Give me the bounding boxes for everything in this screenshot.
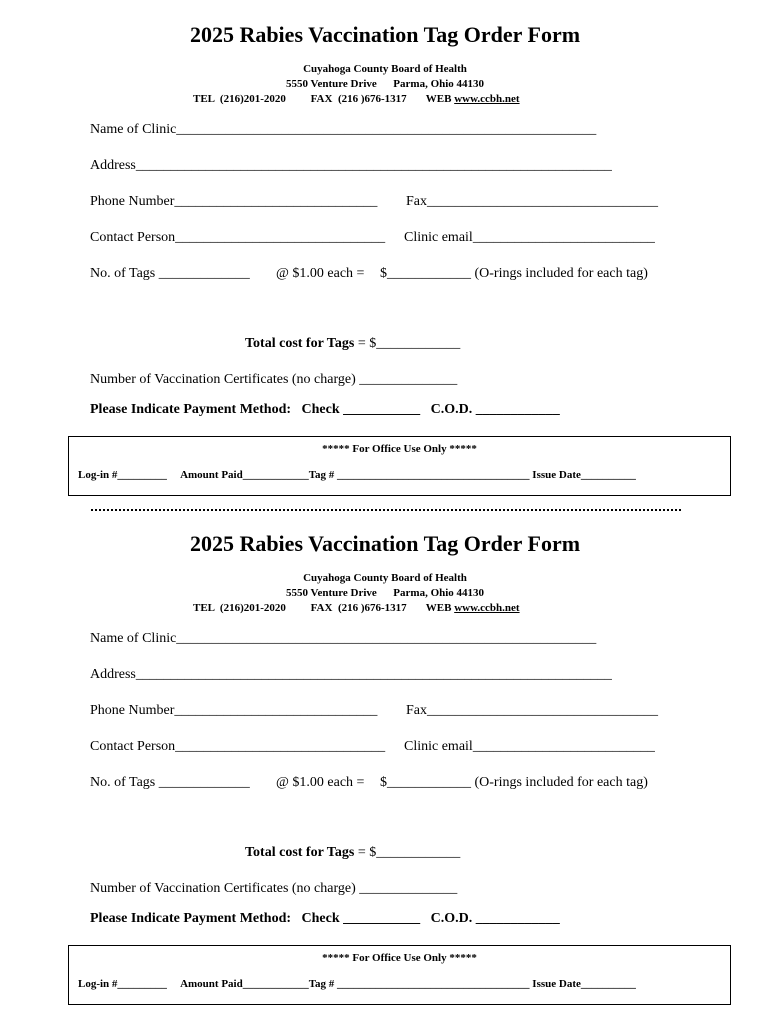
tel-text: TEL (216)201-2020 bbox=[193, 602, 286, 614]
tags-amount-field[interactable]: $____________ (O-rings included for each tag) bbox=[380, 775, 648, 790]
tags-price-label: @ $1.00 each = bbox=[276, 775, 365, 790]
payment-method-field[interactable]: Please Indicate Payment Method: Check ___________ C.O.D. ____________ bbox=[90, 402, 560, 417]
tags-price-label: @ $1.00 each = bbox=[276, 266, 365, 281]
office-use-title: ***** For Office Use Only ***** bbox=[322, 443, 477, 455]
order-form-top bbox=[0, 0, 770, 508]
total-cost-label: Total cost for Tags bbox=[245, 336, 355, 351]
web-label: WEB bbox=[425, 602, 452, 614]
clinic-name-field[interactable]: Name of Clinic____________________________________________________________ bbox=[90, 631, 597, 646]
fax-text: FAX (216 )676-1317 bbox=[310, 602, 407, 614]
office-use-title: ***** For Office Use Only ***** bbox=[322, 952, 477, 964]
tags-count-field[interactable]: No. of Tags _____________ bbox=[90, 266, 250, 281]
web-link[interactable]: www.ccbh.net bbox=[454, 93, 520, 105]
total-cost-value: = $____________ bbox=[354, 336, 461, 351]
org-contact bbox=[193, 93, 520, 105]
fax-field[interactable]: Fax_________________________________ bbox=[406, 703, 658, 718]
contact-person-field[interactable]: Contact Person______________________________ bbox=[90, 739, 386, 754]
clinic-email-field[interactable]: Clinic email__________________________ bbox=[404, 230, 655, 245]
fax-text: FAX (216 )676-1317 bbox=[310, 93, 407, 105]
total-cost-label: Total cost for Tags bbox=[245, 845, 355, 860]
order-form-bottom bbox=[0, 509, 770, 1017]
certificates-field[interactable]: Number of Vaccination Certificates (no charge) ______________ bbox=[90, 881, 458, 896]
total-cost-field[interactable] bbox=[245, 336, 460, 352]
office-use-box bbox=[68, 436, 731, 496]
org-address: 5550 Venture Drive Parma, Ohio 44130 bbox=[285, 587, 485, 599]
org-name: Cuyahoga County Board of Health bbox=[303, 63, 467, 75]
certificates-field[interactable]: Number of Vaccination Certificates (no charge) ______________ bbox=[90, 372, 458, 387]
tags-amount-field[interactable]: $____________ (O-rings included for each tag) bbox=[380, 266, 648, 281]
web-label: WEB bbox=[425, 93, 452, 105]
office-use-fields: Log-in #_________ Amount Paid____________Tag # ___________________________________ Issue Date__________ bbox=[78, 978, 636, 990]
address-field[interactable]: Address____________________________________________________________________ bbox=[90, 158, 612, 173]
tags-count-field[interactable]: No. of Tags _____________ bbox=[90, 775, 250, 790]
contact-person-field[interactable]: Contact Person______________________________ bbox=[90, 230, 386, 245]
org-address: 5550 Venture Drive Parma, Ohio 44130 bbox=[285, 78, 485, 90]
clinic-name-field[interactable]: Name of Clinic____________________________________________________________ bbox=[90, 122, 597, 137]
org-contact bbox=[193, 602, 520, 614]
fax-field[interactable]: Fax_________________________________ bbox=[406, 194, 658, 209]
clinic-email-field[interactable]: Clinic email__________________________ bbox=[404, 739, 655, 754]
web-link[interactable]: www.ccbh.net bbox=[454, 602, 520, 614]
tel-text: TEL (216)201-2020 bbox=[193, 93, 286, 105]
office-use-box bbox=[68, 945, 731, 1005]
address-field[interactable]: Address____________________________________________________________________ bbox=[90, 667, 612, 682]
payment-method-field[interactable]: Please Indicate Payment Method: Check ___________ C.O.D. ____________ bbox=[90, 911, 560, 926]
total-cost-value: = $____________ bbox=[354, 845, 461, 860]
form-title: 2025 Rabies Vaccination Tag Order Form bbox=[189, 22, 581, 47]
phone-field[interactable]: Phone Number_____________________________ bbox=[90, 703, 378, 718]
phone-field[interactable]: Phone Number_____________________________ bbox=[90, 194, 378, 209]
form-title: 2025 Rabies Vaccination Tag Order Form bbox=[189, 531, 581, 556]
office-use-fields: Log-in #_________ Amount Paid____________Tag # ___________________________________ Issue Date__________ bbox=[78, 469, 636, 481]
org-name: Cuyahoga County Board of Health bbox=[303, 572, 467, 584]
total-cost-field[interactable] bbox=[245, 845, 460, 861]
